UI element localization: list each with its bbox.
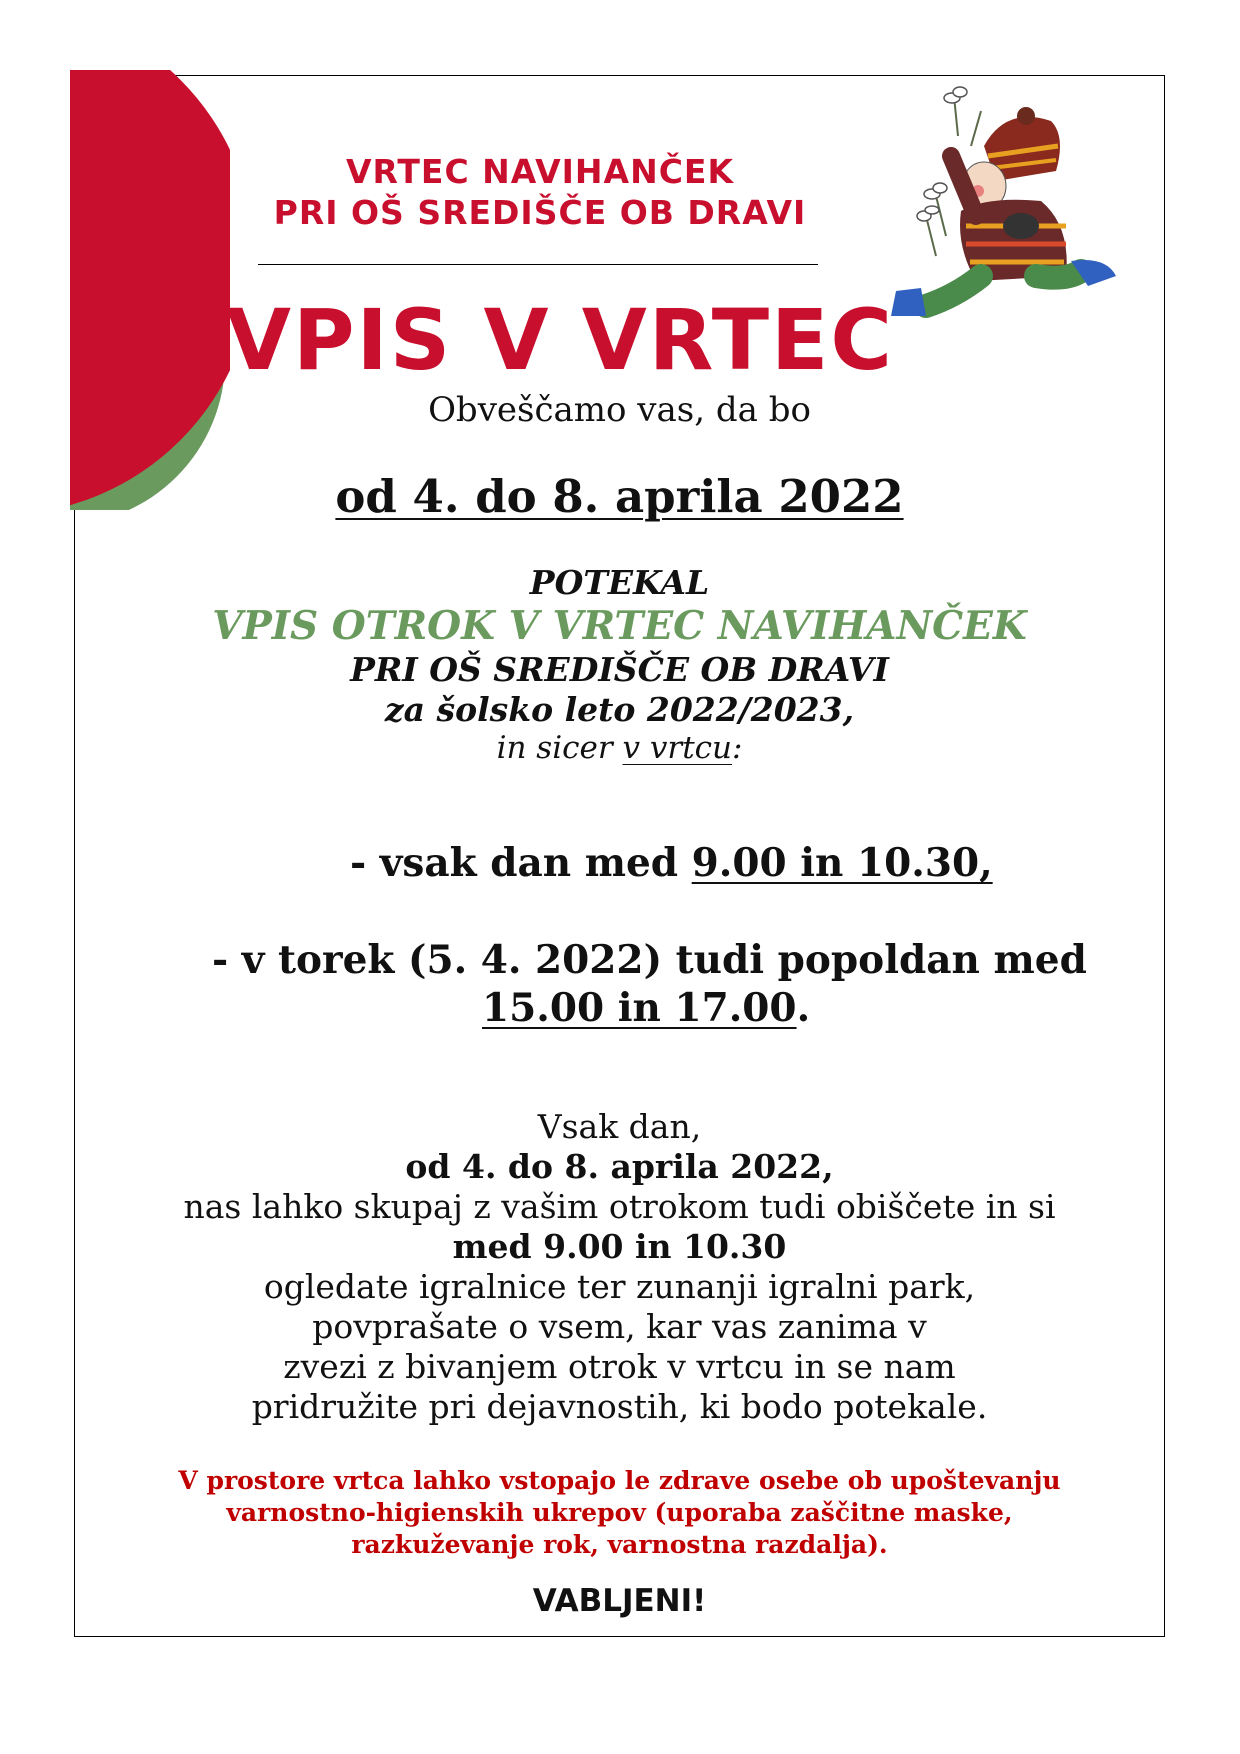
- announcement-line1: POTEKAL: [529, 563, 710, 602]
- announcement-location: in sicer v vrtcu:: [496, 730, 743, 766]
- location-text: v vrtcu: [622, 730, 732, 766]
- announcement-program: VPIS OTROK V VRTEC NAVIHANČEK: [212, 603, 1027, 649]
- page-title: VPIS V VRTEC: [225, 291, 895, 389]
- closing-text: VABLJENI!: [532, 1583, 707, 1619]
- school-name-line2: PRI OŠ SREDIŠČE OB DRAVI: [273, 193, 807, 232]
- header-divider: [258, 264, 818, 265]
- visit-line6: povprašate o vsem, kar vas zanima v: [312, 1307, 927, 1346]
- visit-line7: zvezi z bivanjem otrok v vrtcu in se nam: [283, 1347, 956, 1386]
- visit-time: med 9.00 in 10.30: [452, 1227, 787, 1266]
- notice-line2: varnostno-higienskih ukrepov (uporaba zaščitne maske,: [226, 1498, 1013, 1527]
- schedule-item-2: - v torek (5. 4. 2022) tudi popoldan med: [212, 937, 1087, 983]
- school-name-line1: VRTEC NAVIHANČEK: [345, 152, 735, 191]
- visit-line3: nas lahko skupaj z vašim otrokom tudi obiščete in si: [183, 1187, 1056, 1226]
- child-illustration: [866, 76, 1156, 368]
- visit-line8: pridružite pri dejavnostih, ki bodo potekale.: [251, 1387, 988, 1426]
- announcement-school: PRI OŠ SREDIŠČE OB DRAVI: [350, 650, 889, 689]
- visit-date: od 4. do 8. aprila 2022,: [405, 1147, 834, 1186]
- notice-line1: V prostore vrtca lahko vstopajo le zdrave osebe ob upoštevanju: [178, 1466, 1061, 1495]
- schedule-item-1: - vsak dan med 9.00 in 10.30,: [350, 840, 993, 886]
- visit-line1: Vsak dan,: [537, 1107, 702, 1146]
- date-range: od 4. do 8. aprila 2022: [335, 470, 904, 523]
- announcement-year: za šolsko leto 2022/2023,: [384, 690, 855, 729]
- decorative-circles: [70, 70, 230, 510]
- intro-text: Obveščamo vas, da bo: [428, 390, 811, 430]
- notice-line3: razkuževanje rok, varnostna razdalja).: [351, 1530, 888, 1559]
- schedule-item-2-time-line: 15.00 in 17.00.: [482, 985, 811, 1031]
- schedule-item-1-time: 9.00 in 10.30,: [691, 840, 993, 886]
- visit-line5: ogledate igralnice ter zunanji igralni park,: [263, 1267, 976, 1306]
- schedule-item-2-time: 15.00 in 17.00: [482, 985, 797, 1031]
